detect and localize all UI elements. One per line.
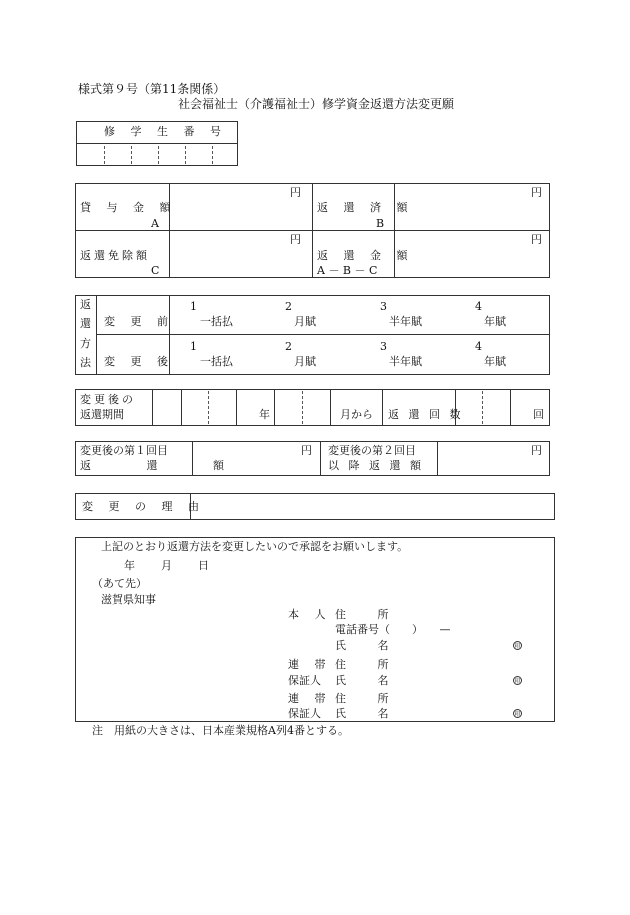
method-side-label-1: 返: [80, 298, 91, 311]
form-number: 様式第９号（第11条関係）: [78, 82, 226, 96]
guarantor1-address-label: 住 所: [335, 658, 403, 671]
first-installment-label-line1: 変更後の第１回目: [80, 444, 168, 457]
exempt-amount-letter: C: [151, 264, 160, 277]
after-option-number-1: 1: [190, 340, 197, 353]
student-number-input[interactable]: [77, 144, 237, 165]
repay-amount-formula: A － B － C: [317, 264, 378, 277]
second-installment-label-line2: 以 降 返 還 額: [328, 459, 424, 472]
guarantor1-label-top: 連 帯: [288, 658, 332, 671]
repay-amount-label: 返 還 金 額: [317, 249, 414, 262]
applicant-phone-label: 電話番号（ ） —: [335, 623, 451, 636]
period-year-unit: 年: [259, 408, 270, 421]
reason-field[interactable]: [191, 494, 554, 519]
form-title: 社会福祉士（介護福祉士）修学資金返還方法変更願: [178, 97, 455, 111]
addressee-prefix: （あて先）: [92, 577, 147, 590]
period-label-line2: 返還期間: [80, 408, 124, 421]
second-installment-label-line1: 変更後の第２回目: [328, 444, 416, 457]
guarantor2-seal-icon: 印: [514, 711, 521, 718]
before-option-number-4: 4: [475, 300, 482, 313]
date-day: 日: [198, 559, 209, 572]
before-option-number-3: 3: [380, 300, 387, 313]
applicant-seal-icon: 印: [514, 643, 521, 650]
guarantor2-name-label: 氏 名: [335, 707, 403, 720]
addressee: 滋賀県知事: [101, 593, 156, 606]
after-option-annual[interactable]: 年賦: [484, 355, 506, 368]
applicant-label: 本 人: [288, 608, 332, 621]
request-statement: 上記のとおり返還方法を変更したいので承認をお願いします。: [101, 540, 409, 553]
guarantor2-address-label: 住 所: [335, 692, 403, 705]
exempt-amount-field[interactable]: [170, 231, 311, 277]
repaid-amount-label: 返 還 済 額: [317, 201, 414, 214]
loan-amount-field[interactable]: [170, 184, 311, 229]
repay-amount-yen: 円: [531, 233, 542, 246]
repaid-amount-field[interactable]: [395, 184, 549, 229]
loan-amount-letter: A: [151, 217, 159, 230]
repaid-amount-yen: 円: [531, 186, 542, 199]
repaid-amount-letter: B: [376, 217, 385, 230]
method-side-label-2: 還: [80, 317, 91, 330]
first-installment-field[interactable]: [193, 442, 319, 475]
date-month: 月: [161, 559, 172, 572]
after-option-monthly[interactable]: 月賦: [294, 355, 316, 368]
second-installment-field[interactable]: [438, 442, 549, 475]
guarantor1-seal-icon: 印: [514, 678, 521, 685]
guarantor1-name-label: 氏 名: [335, 674, 403, 687]
before-option-number-2: 2: [285, 300, 292, 313]
method-side-label-3: 方: [80, 337, 91, 350]
before-option-annual[interactable]: 年賦: [484, 315, 506, 328]
after-option-number-4: 4: [475, 340, 482, 353]
after-option-number-2: 2: [285, 340, 292, 353]
after-option-lump-sum[interactable]: 一括払: [200, 355, 233, 368]
student-number-label: 修 学 生 番 号: [104, 125, 227, 138]
period-month-field[interactable]: [275, 390, 330, 425]
period-label-line1: 変更後の: [80, 393, 136, 406]
guarantor1-label-bottom: 保証人: [288, 674, 321, 687]
reason-label: 変 更 の 理 由: [82, 500, 205, 513]
exempt-amount-yen: 円: [290, 233, 301, 246]
applicant-address-label: 住 所: [335, 608, 403, 621]
before-option-semiannual[interactable]: 半年賦: [389, 315, 422, 328]
before-option-lump-sum[interactable]: 一括払: [200, 315, 233, 328]
period-from-month: 月から: [340, 408, 373, 421]
method-before-label: 変 更 前: [104, 315, 174, 328]
repayment-count-label: 返 還 回 数: [388, 408, 464, 421]
first-installment-label-line2: 返 還 額: [80, 459, 250, 472]
second-installment-yen: 円: [531, 444, 542, 457]
method-side-label-4: 法: [80, 356, 91, 369]
after-option-number-3: 3: [380, 340, 387, 353]
loan-amount-yen: 円: [290, 186, 301, 199]
period-year-field[interactable]: [153, 390, 235, 425]
loan-amount-label: 貸 与 金 額: [80, 201, 177, 214]
before-option-number-1: 1: [190, 300, 197, 313]
footnote: 注 用紙の大きさは、日本産業規格A列4番とする。: [92, 724, 349, 737]
repay-amount-field[interactable]: [395, 231, 549, 277]
date-year: 年: [124, 559, 135, 572]
method-after-label: 変 更 後: [104, 355, 174, 368]
after-option-semiannual[interactable]: 半年賦: [389, 355, 422, 368]
guarantor2-label-top: 連 帯: [288, 692, 332, 705]
guarantor2-label-bottom: 保証人: [288, 707, 321, 720]
before-option-monthly[interactable]: 月賦: [294, 315, 316, 328]
exempt-amount-label: 返還免除額: [80, 249, 150, 262]
applicant-name-label: 氏 名: [335, 639, 403, 652]
first-installment-yen: 円: [301, 444, 312, 457]
repayment-count-unit: 回: [533, 408, 544, 421]
repayment-count-field[interactable]: [456, 390, 531, 425]
